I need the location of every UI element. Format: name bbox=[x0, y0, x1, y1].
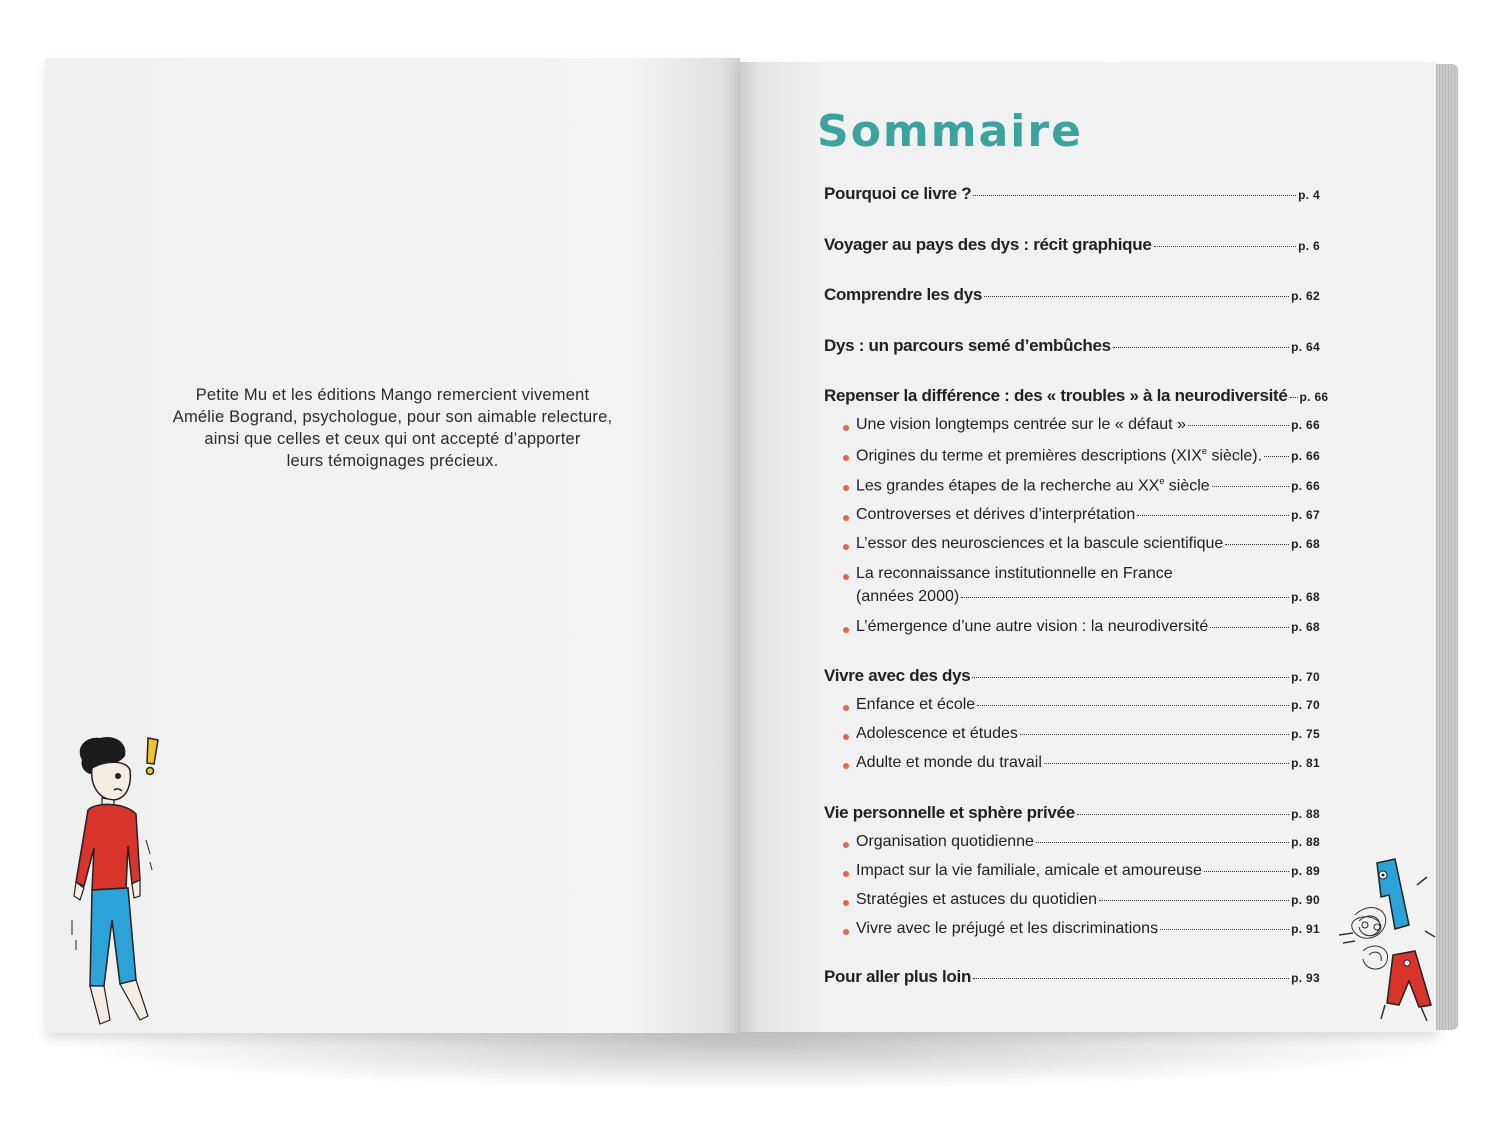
toc-entry-label bbox=[856, 833, 1034, 851]
toc-entry-text: Repenser la différence : des « troubles » à la neurodiversité bbox=[824, 386, 1288, 405]
toc-page-number: p. 6 bbox=[1298, 239, 1320, 253]
toc-entry bbox=[856, 754, 1320, 772]
toc-entry-text: Origines du terme et premières descriptions (XIX bbox=[856, 447, 1202, 465]
toc-entry bbox=[856, 476, 1320, 495]
leader-dots bbox=[1113, 347, 1289, 348]
bullet-icon bbox=[843, 871, 849, 877]
toc-entry bbox=[856, 446, 1320, 465]
toc-entry-label bbox=[856, 891, 1097, 909]
toc-entry-label bbox=[824, 967, 971, 987]
toc-entry bbox=[824, 235, 1320, 255]
toc-page-number: p. 67 bbox=[1291, 508, 1320, 522]
leader-dots bbox=[1020, 734, 1289, 735]
toc-entry-label bbox=[856, 725, 1018, 743]
bullet-icon bbox=[843, 734, 849, 740]
toc-entry-text: Pourquoi ce livre ? bbox=[824, 184, 972, 203]
leader-dots bbox=[1137, 515, 1289, 516]
leader-dots bbox=[1077, 814, 1289, 815]
toc-entry-text: Vie personnelle et sphère privée bbox=[824, 803, 1075, 822]
exclamation-icon bbox=[147, 738, 159, 775]
toc-page-number: p. 88 bbox=[1291, 835, 1320, 849]
toc-entry-label bbox=[856, 920, 1158, 938]
toc-page-number: p. 93 bbox=[1291, 971, 1320, 985]
leader-dots bbox=[1210, 627, 1289, 628]
bullet-icon bbox=[843, 900, 849, 906]
toc-entry bbox=[824, 803, 1320, 823]
toc-entry-label bbox=[856, 446, 1262, 465]
toc-entry-label bbox=[856, 476, 1210, 495]
leader-dots bbox=[1264, 456, 1289, 457]
toc-entry-text: Stratégies et astuces du quotidien bbox=[856, 891, 1098, 908]
leader-dots bbox=[1204, 871, 1289, 872]
toc-page-number: p. 62 bbox=[1291, 289, 1320, 303]
leader-dots bbox=[1160, 929, 1289, 930]
leader-dots bbox=[1036, 842, 1289, 843]
toc-page-number: p. 66 bbox=[1299, 390, 1329, 404]
toc-entry bbox=[856, 588, 1320, 606]
leader-dots bbox=[1154, 246, 1297, 247]
bullet-icon bbox=[843, 574, 849, 580]
toc-entry-text: Vivre avec des dys bbox=[824, 666, 971, 685]
bullet-icon bbox=[843, 544, 849, 550]
toc-page-number: p. 66 bbox=[1291, 449, 1320, 464]
toc-entry bbox=[856, 862, 1320, 880]
toc-entry-text: Les grandes étapes de la recherche au XX bbox=[856, 477, 1160, 495]
toc-entry-label bbox=[856, 754, 1042, 772]
toc-entry-text: Adulte et monde du travail bbox=[856, 754, 1042, 771]
toc-entry-label bbox=[856, 696, 975, 714]
bullet-icon bbox=[843, 485, 849, 491]
toc-entry bbox=[856, 506, 1320, 524]
toc-entry-label bbox=[856, 535, 1223, 553]
toc-entry-label bbox=[824, 803, 1075, 823]
toc-entry bbox=[824, 336, 1320, 356]
toc-page-number: p. 64 bbox=[1291, 340, 1320, 354]
leader-dots bbox=[984, 296, 1289, 297]
leader-dots bbox=[977, 705, 1289, 706]
toc-entry-label bbox=[856, 618, 1208, 636]
leader-dots bbox=[961, 597, 1289, 598]
letter-characters-illustration bbox=[1335, 855, 1440, 1025]
toc-entry-label: La reconnaissance institutionnelle en France bbox=[856, 565, 1173, 582]
bullet-icon bbox=[843, 515, 849, 521]
toc-entry-superscript: e bbox=[1159, 476, 1165, 486]
bullet-icon bbox=[843, 425, 849, 431]
toc-entry bbox=[856, 891, 1320, 909]
toc-entry-label bbox=[856, 416, 1186, 434]
toc-entry bbox=[856, 696, 1320, 714]
toc-page-number: p. 68 bbox=[1291, 537, 1320, 551]
toc-entry bbox=[824, 666, 1320, 686]
bullet-icon bbox=[843, 763, 849, 769]
bullet-icon bbox=[843, 842, 849, 848]
boy-illustration bbox=[70, 730, 180, 1030]
toc-entry-text: L’émergence d’une autre vision : la neurodiversité bbox=[856, 618, 1209, 635]
toc-entry-text-after: siècle). bbox=[1206, 447, 1263, 465]
toc-page-number: p. 90 bbox=[1291, 893, 1320, 907]
toc-entry-text-after: siècle bbox=[1164, 477, 1210, 495]
toc-entry-text: Adolescence et études bbox=[856, 725, 1018, 742]
thanks-line: ainsi que celles et ceux qui ont accepté d’apporter bbox=[204, 430, 581, 448]
toc-page-number: p. 66 bbox=[1291, 418, 1320, 432]
toc-page-number: p. 66 bbox=[1291, 479, 1320, 494]
bullet-icon bbox=[843, 929, 849, 935]
toc-entry-text: Voyager au pays des dys : récit graphique bbox=[824, 235, 1152, 254]
toc-page-number: p. 70 bbox=[1291, 698, 1320, 712]
toc-page-number: p. 81 bbox=[1291, 756, 1320, 770]
leader-dots bbox=[1099, 900, 1289, 901]
toc-entry-text: Vivre avec le préjugé et les discriminations bbox=[856, 920, 1159, 937]
toc-entry-text: Controverses et dérives d’interprétation bbox=[856, 506, 1136, 523]
leader-dots bbox=[972, 677, 1289, 678]
toc-page-number: p. 70 bbox=[1291, 670, 1320, 684]
thanks-line: Petite Mu et les éditions Mango remercient vivement bbox=[195, 386, 590, 404]
toc-page-number: p. 68 bbox=[1291, 620, 1320, 634]
leader-dots bbox=[1188, 425, 1289, 426]
toc-entry bbox=[824, 967, 1320, 987]
leader-dots bbox=[973, 195, 1296, 196]
toc-entry-text: Comprendre les dys bbox=[824, 285, 983, 304]
thanks-line: Amélie Bogrand, psychologue, pour son aimable relecture, bbox=[172, 408, 613, 426]
page-title: Sommaire bbox=[817, 106, 1083, 157]
toc-entry bbox=[824, 184, 1320, 204]
toc-entry-text: Une vision longtemps centrée sur le « défaut » bbox=[856, 416, 1186, 433]
toc-entry bbox=[856, 920, 1320, 938]
leader-dots bbox=[1225, 544, 1289, 545]
toc-entry-label bbox=[824, 285, 982, 305]
toc-page-number: p. 91 bbox=[1291, 922, 1320, 936]
toc-entry bbox=[856, 833, 1320, 851]
toc-entry-text: Impact sur la vie familiale, amicale et amoureuse bbox=[856, 862, 1202, 879]
toc-entry-label bbox=[824, 235, 1152, 255]
leader-dots bbox=[1290, 397, 1298, 398]
toc-page-number: p. 75 bbox=[1291, 727, 1320, 741]
acknowledgements bbox=[120, 384, 665, 472]
toc-entry-text: Pour aller plus loin bbox=[824, 967, 972, 986]
toc-entry-label bbox=[856, 506, 1135, 524]
toc-entry-line bbox=[856, 565, 1320, 583]
toc-entry bbox=[824, 285, 1320, 305]
toc-entry-label bbox=[824, 184, 971, 204]
leader-dots bbox=[1212, 486, 1289, 487]
toc-entry-text: Enfance et école bbox=[856, 696, 976, 713]
toc-entry-text: L’essor des neurosciences et la bascule scientifique bbox=[856, 535, 1224, 552]
toc-entry-text: Organisation quotidienne bbox=[856, 833, 1034, 850]
bullet-icon bbox=[843, 627, 849, 633]
toc-entry-superscript: e bbox=[1201, 446, 1207, 456]
toc-page-number: p. 4 bbox=[1298, 188, 1320, 202]
thanks-line: leurs témoignages précieux. bbox=[286, 452, 499, 470]
toc-entry-label bbox=[856, 862, 1202, 880]
toc-page-number: p. 89 bbox=[1291, 864, 1320, 878]
bullet-icon bbox=[843, 705, 849, 711]
toc-page-number: p. 68 bbox=[1291, 590, 1320, 604]
toc-entry-label: (années 2000) bbox=[856, 588, 960, 605]
toc-entry-label bbox=[824, 336, 1111, 356]
toc-entry bbox=[856, 618, 1320, 636]
leader-dots bbox=[1044, 763, 1289, 764]
leader-dots bbox=[973, 978, 1289, 979]
toc-page-number: p. 88 bbox=[1291, 807, 1320, 821]
toc-entry bbox=[856, 725, 1320, 743]
toc-entry bbox=[856, 535, 1320, 553]
toc-entry-text: Dys : un parcours semé d’embûches bbox=[824, 336, 1111, 355]
toc-entry-label bbox=[824, 666, 970, 686]
toc-entry bbox=[824, 386, 1329, 406]
toc-entry-label bbox=[824, 386, 1288, 406]
toc-entry bbox=[856, 416, 1320, 434]
bullet-icon bbox=[843, 455, 849, 461]
